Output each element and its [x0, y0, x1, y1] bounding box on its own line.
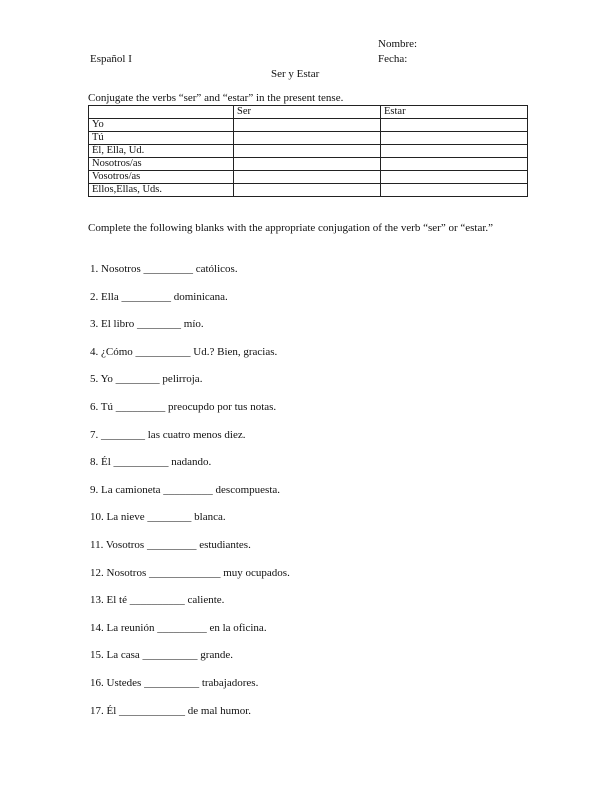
course-label: Español I: [90, 53, 132, 65]
table-row: [89, 158, 528, 171]
pronoun-cell: Ellos,Ellas, Uds.: [89, 184, 234, 197]
part1-instructions: Conjugate the verbs “ser” and “estar” in the present tense.: [88, 92, 344, 104]
exercise-item-13: 13. El té __________ caliente.: [90, 594, 225, 606]
header-cell-estar: Estar: [381, 106, 528, 119]
estar-answer-cell[interactable]: [381, 184, 528, 197]
exercise-item-7: 7. ________ las cuatro menos diez.: [90, 429, 246, 441]
exercise-item-3: 3. El libro ________ mío.: [90, 318, 204, 330]
exercise-item-15: 15. La casa __________ grande.: [90, 649, 233, 661]
ser-answer-cell[interactable]: [234, 119, 381, 132]
header-cell-pronoun: [89, 106, 234, 119]
pronoun-cell: Él, Ella, Ud.: [89, 145, 234, 158]
exercise-item-17: 17. Él ____________ de mal humor.: [90, 705, 252, 717]
estar-answer-cell[interactable]: [381, 171, 528, 184]
estar-answer-cell[interactable]: [381, 158, 528, 171]
estar-answer-cell[interactable]: [381, 119, 528, 132]
table-row: [89, 171, 528, 184]
table-row: [89, 119, 528, 132]
exercise-item-12: 12. Nosotros _____________ muy ocupados.: [90, 567, 290, 579]
table-row: [89, 145, 528, 158]
estar-answer-cell[interactable]: [381, 145, 528, 158]
ser-answer-cell[interactable]: [234, 171, 381, 184]
exercise-item-5: 5. Yo ________ pelirroja.: [90, 373, 203, 385]
ser-answer-cell[interactable]: [234, 158, 381, 171]
exercise-item-6: 6. Tú _________ preocupdo por tus notas.: [90, 401, 277, 413]
nombre-label: Nombre:: [378, 38, 418, 50]
exercise-item-16: 16. Ustedes __________ trabajadores.: [90, 677, 259, 689]
table-row: [89, 184, 528, 197]
exercise-item-1: 1. Nosotros _________ católicos.: [90, 263, 238, 275]
worksheet-title: Ser y Estar: [271, 68, 320, 80]
table-row: [89, 132, 528, 145]
exercise-item-14: 14. La reunión _________ en la oficina.: [90, 622, 267, 634]
exercise-item-8: 8. Él __________ nadando.: [90, 456, 212, 468]
pronoun-cell: Tú: [89, 132, 234, 145]
fecha-label: Fecha:: [378, 53, 408, 65]
pronoun-cell: Nosotros/as: [89, 158, 234, 171]
conjugation-table: [88, 105, 528, 197]
ser-answer-cell[interactable]: [234, 145, 381, 158]
ser-answer-cell[interactable]: [234, 132, 381, 145]
exercise-item-4: 4. ¿Cómo __________ Ud.? Bien, gracias.: [90, 346, 278, 358]
ser-answer-cell[interactable]: [234, 184, 381, 197]
pronoun-cell: Vosotros/as: [89, 171, 234, 184]
exercise-item-11: 11. Vosotros _________ estudiantes.: [90, 539, 251, 551]
exercise-item-9: 9. La camioneta _________ descompuesta.: [90, 484, 281, 496]
estar-answer-cell[interactable]: [381, 132, 528, 145]
pronoun-cell: Yo: [89, 119, 234, 132]
header-cell-ser: Ser: [234, 106, 381, 119]
exercise-item-10: 10. La nieve ________ blanca.: [90, 511, 226, 523]
table-header-row: [89, 106, 528, 119]
exercise-item-2: 2. Ella _________ dominicana.: [90, 291, 228, 303]
part2-instructions: Complete the following blanks with the appropriate conjugation of the verb “ser” or “estar.”: [88, 222, 494, 234]
